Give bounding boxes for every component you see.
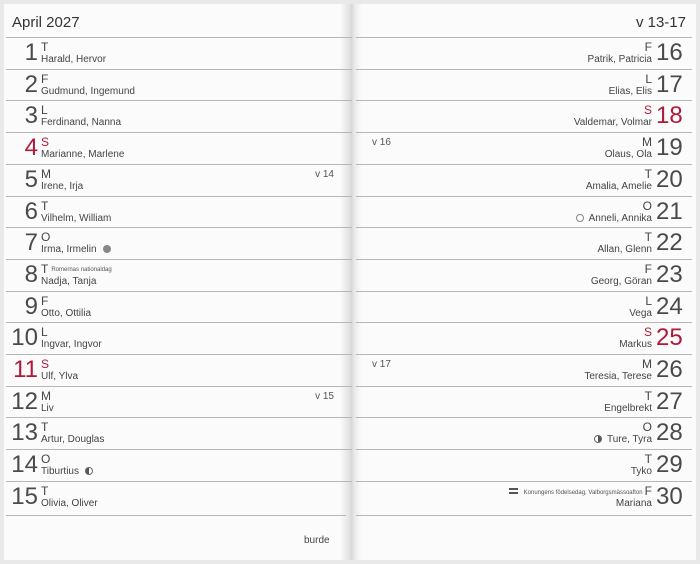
day-row[interactable] — [6, 449, 352, 480]
name-day — [629, 308, 652, 319]
day-number: 10 — [11, 324, 38, 352]
weekday-letter — [41, 325, 48, 339]
weekday-letter — [643, 199, 652, 213]
day-row[interactable] — [356, 69, 692, 100]
weekday-letter-text: T — [644, 388, 652, 403]
flag-icon — [509, 488, 518, 494]
name-day — [41, 308, 91, 319]
day-number: 7 — [24, 229, 38, 257]
name-day-text: Nadja, Tanja — [41, 275, 97, 287]
name-day-text: Olaus, Ola — [604, 149, 652, 161]
name-day — [41, 244, 111, 255]
moon-phase-icon — [576, 214, 584, 222]
name-day-text: Allan, Glenn — [597, 244, 652, 256]
day-row[interactable] — [6, 386, 352, 417]
weekday-letter — [41, 294, 48, 308]
name-day — [609, 86, 652, 97]
week-number: v 15 — [315, 390, 334, 402]
day-number: 4 — [24, 134, 38, 162]
weekday-letter-text: T — [644, 166, 652, 181]
weekday-letter-text: T — [41, 261, 49, 276]
weekday-letter-text: O — [41, 452, 51, 467]
name-day — [41, 149, 124, 160]
day-number: 26 — [656, 356, 683, 383]
day-number: 12 — [11, 387, 38, 415]
day-number: 21 — [656, 197, 683, 225]
holiday-label: Konungens födelsedag, Valborgsmässoafton — [523, 489, 643, 496]
day-number: 22 — [656, 229, 683, 257]
name-day-text: Elias, Elis — [608, 85, 652, 97]
day-number: 19 — [656, 134, 683, 162]
name-day-text: Ture, Tyra — [606, 434, 652, 446]
name-day-text: Valdemar, Volmar — [573, 117, 652, 129]
weekday-letter — [41, 484, 48, 498]
weekday-letter-text: S — [643, 103, 652, 118]
weekday-letter — [645, 40, 652, 54]
day-row[interactable] — [356, 259, 692, 290]
day-row[interactable] — [6, 481, 352, 512]
day-row[interactable] — [6, 259, 352, 290]
name-day — [41, 54, 106, 65]
day-number: 16 — [656, 39, 683, 66]
weekday-letter-text: L — [645, 293, 652, 308]
weekday-letter-text: L — [41, 325, 48, 340]
day-number: 9 — [24, 292, 38, 320]
day-number: 17 — [656, 70, 683, 98]
moon-phase-icon — [103, 245, 111, 253]
name-day — [605, 149, 652, 160]
moon-phase-icon — [85, 467, 93, 475]
weekday-letter-text: S — [41, 357, 50, 371]
name-day — [598, 244, 652, 255]
name-day — [616, 498, 652, 509]
weekday-letter — [41, 199, 48, 213]
day-row[interactable] — [356, 291, 692, 322]
day-row[interactable] — [6, 227, 352, 258]
name-day-text: Liv — [41, 402, 54, 414]
name-day — [41, 276, 96, 287]
weekday-letter — [644, 103, 652, 117]
name-day — [576, 213, 652, 224]
weekday-letter — [41, 40, 48, 54]
weekday-letter — [41, 357, 49, 371]
day-row[interactable] — [356, 132, 692, 163]
name-day-text: Tiburtius — [41, 466, 79, 478]
day-row[interactable] — [6, 196, 352, 227]
name-day-text: Ferdinand, Nanna — [41, 117, 122, 129]
day-row[interactable] — [356, 481, 692, 512]
name-day — [41, 434, 104, 445]
name-day — [41, 498, 98, 509]
weekday-letter — [645, 230, 652, 244]
weekday-letter — [645, 262, 652, 276]
weekday-letter — [645, 72, 652, 86]
day-row[interactable] — [6, 164, 352, 195]
weekday-letter — [41, 72, 48, 86]
name-day — [41, 466, 93, 477]
weekday-letter-text: T — [41, 40, 49, 54]
day-row[interactable] — [356, 417, 692, 448]
day-number: 8 — [24, 260, 38, 288]
name-day-text: Irene, Irja — [41, 180, 84, 192]
day-number: 2 — [24, 70, 38, 98]
day-number: 11 — [13, 356, 38, 383]
weekday-letter-text: T — [41, 420, 49, 435]
name-day-text: Tyko — [630, 466, 652, 478]
weekday-letter-text: T — [41, 483, 49, 498]
day-row[interactable] — [356, 449, 692, 480]
name-day — [41, 371, 78, 382]
weekday-letter-text: S — [41, 135, 50, 150]
weekday-letter — [41, 262, 112, 276]
name-day — [41, 213, 111, 224]
day-row[interactable] — [6, 37, 352, 68]
name-day — [588, 54, 652, 65]
weekday-letter-text: L — [645, 71, 652, 86]
weekday-letter-text: F — [644, 261, 652, 276]
day-number: 24 — [656, 292, 683, 320]
weekday-letter-text: M — [41, 166, 51, 181]
name-day — [591, 276, 652, 287]
weekday-letter — [41, 230, 50, 244]
weekday-letter — [645, 294, 652, 308]
day-row[interactable] — [6, 291, 352, 322]
left-bottom-rule — [6, 515, 346, 516]
brand-label: burde — [304, 535, 330, 546]
name-day — [619, 339, 652, 350]
day-number: 18 — [656, 102, 683, 130]
weekday-letter — [41, 389, 51, 403]
weekday-letter — [509, 484, 652, 498]
day-number: 1 — [24, 39, 38, 66]
weekday-letter — [645, 167, 652, 181]
name-day — [41, 86, 135, 97]
week-number: v 16 — [372, 137, 391, 149]
name-day — [574, 117, 652, 128]
day-number: 23 — [656, 260, 683, 288]
name-day — [594, 434, 652, 445]
week-number: v 17 — [372, 359, 391, 370]
weekday-letter-text: F — [644, 483, 652, 498]
name-day-text: Marianne, Marlene — [41, 149, 125, 161]
day-row[interactable] — [356, 386, 692, 417]
weekday-letter-text: S — [643, 325, 652, 340]
day-row[interactable] — [356, 37, 692, 68]
name-day-text: Irma, Irmelin — [41, 244, 97, 256]
name-day — [584, 371, 652, 382]
weekday-letter — [643, 420, 652, 434]
day-number: 25 — [656, 324, 683, 352]
weekday-letter-text: T — [644, 230, 652, 245]
name-day-text: Teresia, Terese — [584, 371, 652, 382]
day-number: 20 — [656, 165, 683, 193]
day-number: 30 — [656, 482, 683, 510]
week-range-title: v 13-17 — [635, 14, 686, 31]
day-row[interactable] — [356, 196, 692, 227]
weekday-letter — [645, 389, 652, 403]
weekday-letter-text: F — [41, 293, 49, 308]
name-day — [41, 181, 83, 192]
weekday-letter — [645, 452, 652, 466]
name-day-text: Patrik, Patricia — [587, 54, 652, 65]
name-day-text: Amalia, Amelie — [585, 180, 652, 192]
day-number: 6 — [24, 197, 38, 225]
moon-phase-icon — [594, 435, 602, 443]
weekday-letter-text: F — [41, 71, 49, 86]
day-number: 27 — [656, 387, 683, 415]
day-number: 15 — [11, 482, 38, 510]
name-day-text: Engelbrekt — [604, 402, 652, 414]
name-day — [631, 466, 652, 477]
name-day-text: Georg, Göran — [590, 275, 652, 287]
day-row[interactable] — [356, 354, 692, 385]
name-day-text: Ingvar, Ingvor — [41, 339, 102, 351]
weekday-letter-text: M — [642, 357, 652, 371]
name-day-text: Vega — [629, 307, 652, 319]
weekday-letter — [642, 135, 652, 149]
holiday-label: Romernas nationaldag — [51, 266, 112, 273]
day-row[interactable] — [6, 322, 352, 353]
weekday-letter-text: T — [41, 198, 49, 213]
weekday-letter — [41, 103, 48, 117]
name-day-text: Olivia, Oliver — [41, 497, 98, 509]
day-number: 5 — [24, 165, 38, 193]
name-day-text: Vilhelm, William — [41, 212, 112, 224]
day-number: 14 — [11, 451, 38, 479]
name-day-text: Mariana — [615, 497, 652, 509]
weekday-letter-text: O — [642, 420, 652, 435]
day-number: 29 — [656, 451, 683, 479]
weekday-letter — [644, 325, 652, 339]
name-day — [586, 181, 652, 192]
name-day — [41, 117, 121, 128]
month-title: April 2027 — [12, 14, 80, 31]
weekday-letter — [41, 452, 50, 466]
name-day-text: Markus — [619, 339, 652, 351]
day-row[interactable] — [356, 100, 692, 131]
weekday-letter-text: M — [41, 388, 51, 403]
weekday-letter-text: F — [644, 40, 652, 54]
weekday-letter-text: M — [642, 135, 652, 150]
day-number: 28 — [656, 419, 683, 447]
name-day-text: Ulf, Ylva — [41, 371, 79, 382]
day-row[interactable] — [356, 164, 692, 195]
name-day — [604, 403, 652, 414]
day-row[interactable] — [6, 417, 352, 448]
weekday-letter-text: O — [642, 198, 652, 213]
name-day-text: Gudmund, Ingemund — [41, 85, 135, 97]
name-day-text: Artur, Douglas — [41, 434, 105, 446]
day-row[interactable] — [356, 322, 692, 353]
day-row[interactable] — [6, 100, 352, 131]
weekday-letter — [41, 135, 49, 149]
name-day-text: Anneli, Annika — [588, 212, 652, 224]
name-day — [41, 403, 54, 414]
day-number: 3 — [24, 102, 38, 130]
day-row[interactable] — [356, 227, 692, 258]
name-day-text: Harald, Hervor — [41, 54, 107, 65]
weekday-letter — [642, 357, 652, 371]
weekday-letter — [41, 420, 48, 434]
right-bottom-rule — [356, 515, 692, 516]
day-row[interactable] — [6, 132, 352, 163]
week-number: v 14 — [315, 168, 334, 180]
name-day — [41, 339, 102, 350]
day-row[interactable] — [6, 69, 352, 100]
weekday-letter-text: T — [644, 452, 652, 467]
day-row[interactable] — [6, 354, 352, 385]
weekday-letter — [41, 167, 51, 181]
name-day-text: Otto, Ottilia — [41, 307, 92, 319]
day-number: 13 — [11, 419, 38, 447]
weekday-letter-text: L — [41, 103, 48, 118]
weekday-letter-text: O — [41, 230, 51, 245]
